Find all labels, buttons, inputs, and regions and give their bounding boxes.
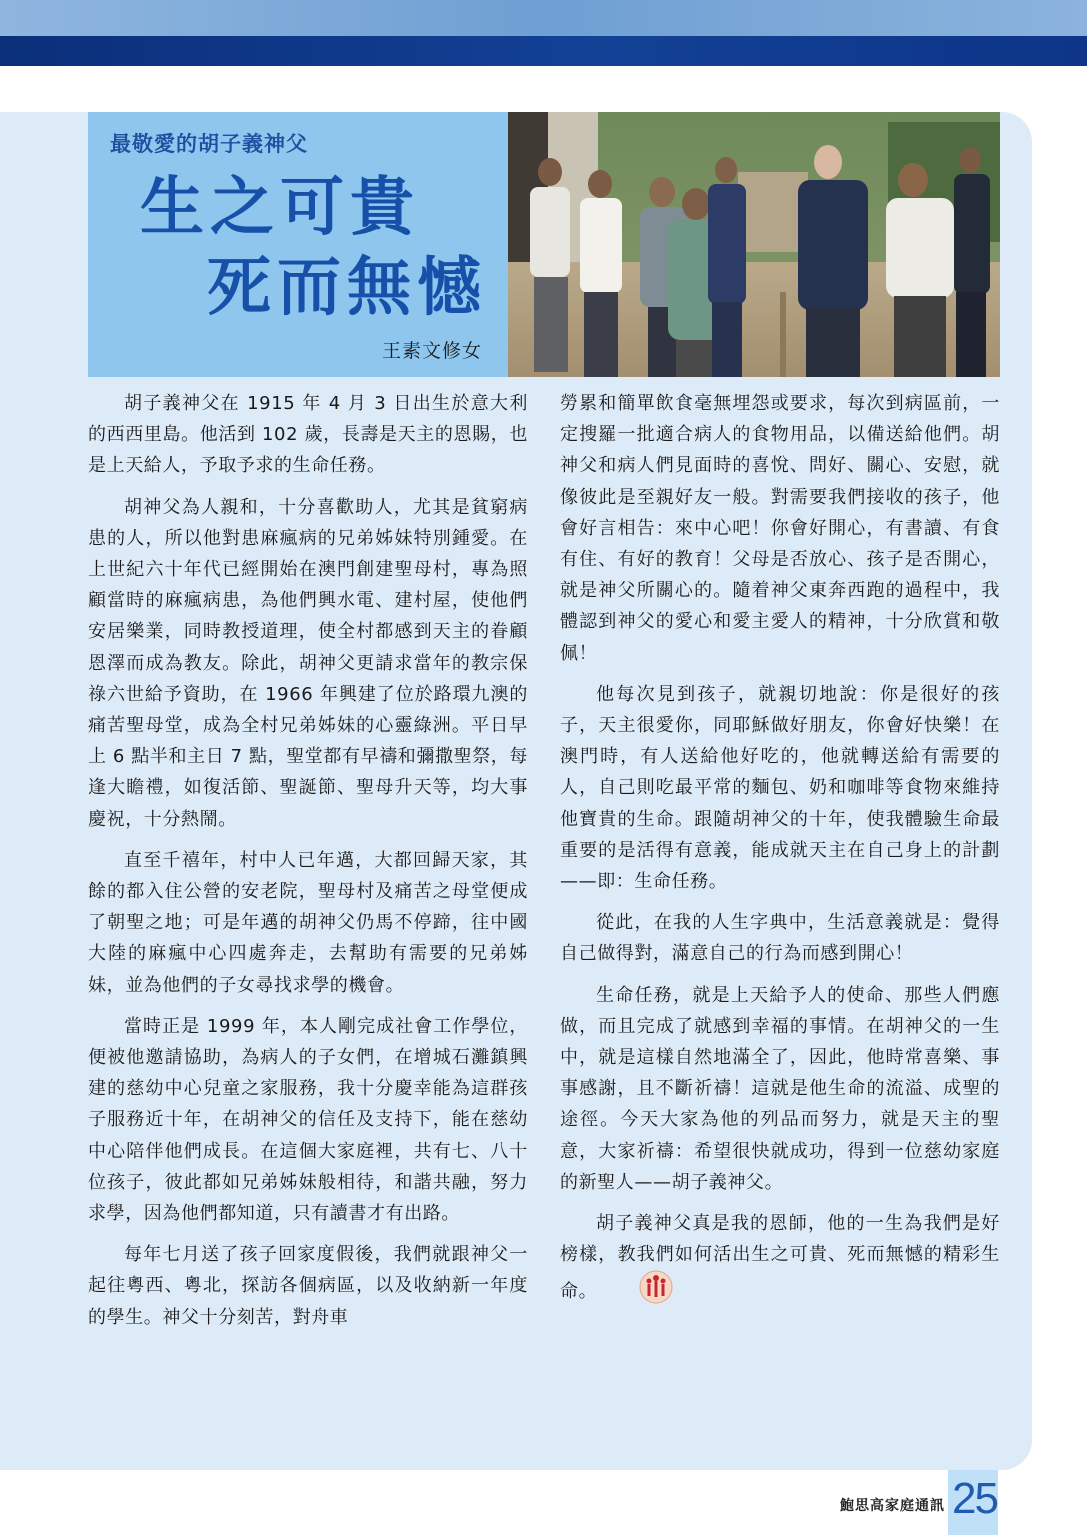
header-band-light	[0, 0, 1087, 36]
paragraph: 直至千禧年，村中人已年邁，大都回歸天家，其餘的都入住公營的安老院，聖母村及痛苦之母堂便成了朝聖之地；可是年邁的胡神父仍馬不停蹄，往中國大陸的麻瘋中心四處奔走，去幫助有需要的兄弟姊妹，並為他們的子女尋找求學的機會。	[88, 849, 528, 996]
closing-paragraph	[560, 1208, 1000, 1315]
paragraph: 生命任務，就是上天給予人的使命、那些人們應做，而且完成了就感到幸福的事情。在胡神父的一生中，就是這樣自然地滿全了，因此，他時常喜樂、事事感謝，且不斷祈禱！這就是他生命的流溢、成聖的途徑。今天大家為他的列品而努力，就是天主的聖意，大家祈禱：希望很快就成功，得到一位慈幼家庭的新聖人——胡子義神父。	[560, 984, 1000, 1193]
paragraph: 每年七月送了孩子回家度假後，我們就跟神父一起往粵西、粵北，探訪各個病區，以及收納新一年度的學生。神父十分刻苦，對舟車	[88, 1244, 528, 1328]
body-column-right	[560, 388, 1000, 1325]
paragraph: 胡子義神父在 1915 年 4 月 3 日出生於意大利的西西里島。他活到 102 歲，長壽是天主的恩賜，也是上天給人，予取予求的生命任務。	[88, 393, 528, 477]
paragraph: 從此，在我的人生字典中，生活意義就是：覺得自己做得對，滿意自己的行為而感到開心！	[560, 912, 1000, 965]
body-column-left	[88, 388, 528, 1343]
closing-text: 胡子義神父真是我的恩師，他的一生為我們是好榜樣，教我們如何活出生之可貴、死而無憾的精彩生命。	[560, 1213, 1000, 1303]
page-number: 25	[952, 1474, 997, 1523]
header-band-dark	[0, 36, 1087, 66]
photo-illustration	[508, 112, 1000, 377]
headline-line-1: 生之可貴	[140, 171, 420, 245]
paragraph: 他每次見到孩子，就親切地說：你是很好的孩子，天主很愛你，同耶穌做好朋友，你會好快樂！在澳門時，有人送給他好吃的，他就轉送給有需要的人，自己則吃最平常的麵包、奶和咖啡等食物來維持他寶貴的生命。跟隨胡神父的十年，使我體驗生命最重要的是活得有意義，能成就天主在自己身上的計劃——即：生命任務。	[560, 683, 1000, 893]
kicker: 最敬愛的胡子義神父	[110, 132, 308, 156]
paragraph-continued: 勞累和簡單飲食毫無埋怨或要求，每次到病區前，一定搜羅一批適合病人的食物用品，以備送給他們。胡神父和病人們見面時的喜悅、問好、關心、安慰，就像彼此是至親好友一般。對需要我們接收的孩子，他會好言相告：來中心吧！你會好開心，有書讀、有食有住、有好的教育！父母是否放心、孩子是否開心，就是神父所關心的。隨着神父東奔西跑的過程中，我體認到神父的愛心和愛主愛人的精神，十分欣賞和敬佩！	[560, 393, 1000, 664]
publication-name: 鮑思高家庭通訊	[840, 1498, 945, 1514]
byline: 王素文修女	[382, 340, 483, 362]
salesian-family-logo-icon	[603, 1270, 673, 1314]
headline-line-2: 死而無憾	[207, 251, 487, 325]
paragraph: 胡神父為人親和，十分喜歡助人，尤其是貧窮病患的人，所以他對患麻瘋病的兄弟姊妹特別鍾愛。在上世紀六十年代已經開始在澳門創建聖母村，專為照顧當時的麻瘋病患，為他們興水電、建村屋，使他們安居樂業，同時教授道理，使全村都感到天主的眷顧恩澤而成為教友。除此，胡神父更請求當年的教宗保祿六世給予資助，在 1966 年興建了位於路環九澳的痛苦聖母堂，成為全村兄弟姊妹的心靈綠洲。平日早上 6 點半和主日 7 點，聖堂都有早禱和彌撒聖祭，每逢大瞻禮，如復活節、聖誕節、聖母升天等，均大事慶祝，十分熱鬧。	[88, 496, 528, 830]
article-photo	[508, 112, 1000, 377]
paragraph: 當時正是 1999 年，本人剛完成社會工作學位，便被他邀請協助，為病人的子女們，在增城石灘鎮興建的慈幼中心兒童之家服務，我十分慶幸能為這群孩子服務近十年，在胡神父的信任及支持下，能在慈幼中心陪伴他們成長。在這個大家庭裡，共有七、八十位孩子，彼此都如兄弟姊妹般相待，和諧共融，努力求學，因為他們都知道，只有讀書才有出路。	[88, 1015, 528, 1225]
